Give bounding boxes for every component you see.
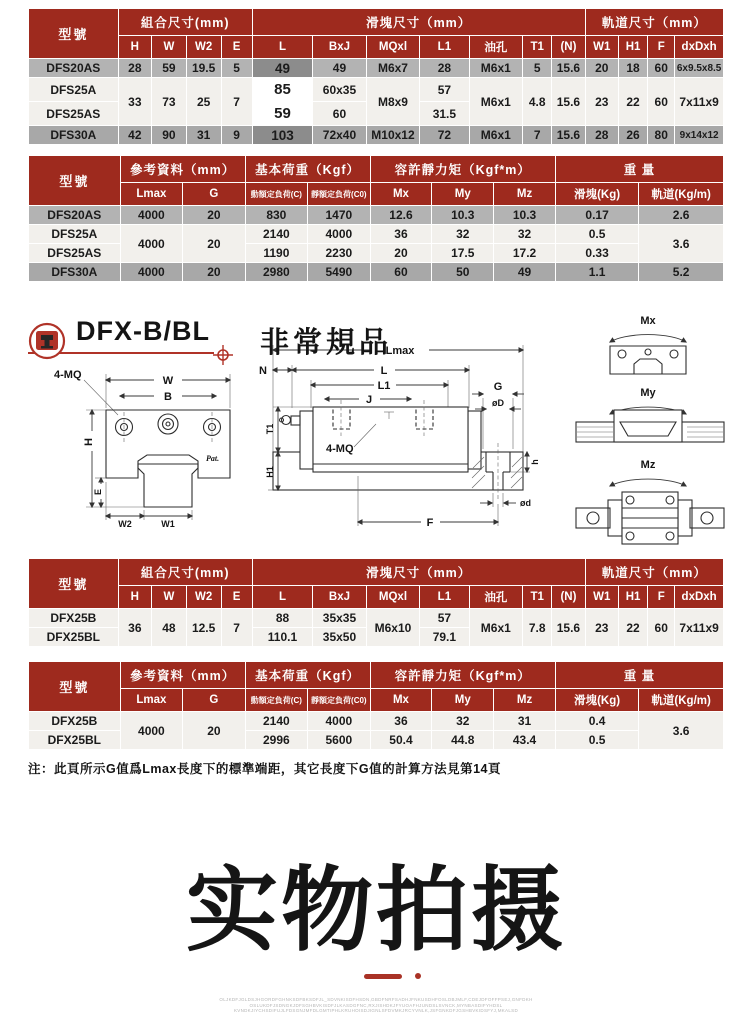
table-cell: 79.1 (420, 628, 469, 647)
table-cell: M6x1 (469, 609, 523, 647)
moment-mz-drawing (576, 459, 724, 544)
title-accent (44, 973, 740, 979)
table-cell: 0.17 (555, 206, 638, 225)
table-cell: 50 (432, 263, 494, 282)
group-header: 容許靜力矩（Kgf*m） (370, 662, 555, 689)
dim-label-h2: h (530, 459, 540, 465)
rail-block-icon (28, 322, 66, 360)
group-header: 滑塊尺寸（mm） (252, 9, 585, 36)
table-cell: 60 (648, 78, 675, 126)
table-cell: 5 (523, 59, 552, 78)
table-cell: 60 (313, 102, 367, 126)
table-cell: 3.6 (639, 225, 724, 263)
column-header: 滑塊(Kg) (555, 689, 638, 712)
table-cell: 73 (152, 78, 187, 126)
table-cell: 5.2 (639, 263, 724, 282)
table-cell: M8x9 (366, 78, 420, 126)
column-header: H (118, 36, 151, 59)
table-cell: 31 (494, 712, 556, 731)
table-cell: M6x1 (469, 59, 523, 78)
dfx_load-grid (28, 661, 724, 750)
table-cell: 72 (420, 126, 469, 145)
column-header: W (152, 36, 187, 59)
table-cell: 60 (370, 263, 432, 282)
dim-label-n: N (259, 365, 267, 377)
table-cell: 49 (313, 59, 367, 78)
column-header: (N) (552, 586, 585, 609)
table-cell: 6x9.5x8.5 (675, 59, 724, 78)
table-cell: 23 (585, 78, 618, 126)
table-cell: 32 (432, 712, 494, 731)
table-cell: 32 (494, 225, 556, 244)
column-header: dxDxh (675, 586, 724, 609)
table-cell: 9 (221, 126, 252, 145)
dim-label-t1: T1 (265, 423, 275, 435)
table-cell: 0.4 (555, 712, 638, 731)
table-cell: 4000 (120, 712, 182, 750)
table-row (29, 225, 724, 244)
table-cell: M6x7 (366, 59, 420, 78)
table-cell: 28 (118, 59, 151, 78)
front-view-drawing (54, 369, 230, 529)
group-header: 參考資料（mm） (120, 156, 245, 183)
column-header: L (252, 586, 312, 609)
table-cell: 22 (618, 609, 647, 647)
column-header: E (221, 36, 252, 59)
table-cell: 42 (118, 126, 151, 145)
group-header: 基本荷重（Kgf） (245, 662, 370, 689)
column-header: W1 (585, 36, 618, 59)
table-cell: 2140 (245, 225, 307, 244)
column-header: 動額定負荷(C) (245, 689, 307, 712)
group-header: 基本荷重（Kgf） (245, 156, 370, 183)
group-header: 組合尺寸(mm) (118, 9, 252, 36)
column-header: BxJ (313, 36, 367, 59)
table-cell: 15.6 (552, 126, 585, 145)
table-cell: 7 (523, 126, 552, 145)
table-cell: 5600 (308, 731, 370, 750)
table-cell: 10.3 (494, 206, 556, 225)
table-cell: 28 (585, 126, 618, 145)
table-cell: 25 (186, 78, 221, 126)
table-cell: 2980 (245, 263, 307, 282)
table-cell: M10x12 (366, 126, 420, 145)
photo-section-header (28, 860, 724, 979)
column-header: H1 (618, 586, 647, 609)
table-row (29, 609, 724, 628)
column-header: Lmax (120, 183, 182, 206)
table-cell: 28 (420, 59, 469, 78)
table-cell: 60 (648, 609, 675, 647)
table-cell: 5490 (308, 263, 370, 282)
table-cell: 18 (618, 59, 647, 78)
column-header: L1 (420, 36, 469, 59)
table-cell: 0.33 (555, 244, 638, 263)
table-cell: 0.5 (555, 731, 638, 750)
footnote: 注：此頁所示G值爲Lmax長度下的標準端距，其它長度下G值的計算方法見第14頁 (28, 762, 502, 776)
table-cell: 15.6 (552, 59, 585, 78)
dim-label-w2: W2 (118, 519, 132, 529)
table-cell: 85 (252, 78, 312, 102)
column-header: W1 (585, 586, 618, 609)
table-cell: 12.5 (186, 609, 221, 647)
table-cell: 4000 (120, 206, 182, 225)
column-header-model: 型號 (29, 9, 119, 59)
model-name: DFS25AS (29, 102, 119, 126)
group-header: 組合尺寸(mm) (118, 559, 252, 586)
model-name: DFS25A (29, 78, 119, 102)
table-cell: 20 (585, 59, 618, 78)
group-header: 重 量 (555, 156, 723, 183)
table-row (29, 712, 724, 731)
model-name: DFS20AS (29, 59, 119, 78)
crosshair-target-icon (212, 344, 234, 371)
dim-label-j: J (365, 394, 373, 406)
dfx_dim-grid (28, 558, 724, 647)
column-header: Lmax (120, 689, 182, 712)
column-header: Mz (494, 689, 556, 712)
table-cell: 23 (585, 609, 618, 647)
watermark-line: KVNDKJIYCHSDIFUJLFDSGNJMFDLGMTIPHLKRUHOISDJIGNLSFDVMKJRCYVNLK,JSFGNKDFJGSHBVKIDSFYJ,MKALSD (233, 1008, 519, 1013)
table-cell: 7x11x9 (675, 609, 724, 647)
column-header: 靜額定負荷(C0) (308, 689, 370, 712)
accent-dot (415, 973, 421, 979)
watermark-line: OSLUKDFJSDNGKJDFSGHBVKISDFJLKASDGFNC,RXJISHDKJFYUOAFHJUNDSLSVNCK,MYNBASDIFYHDSL (249, 1002, 503, 1008)
column-header: 軌道(Kg/m) (639, 183, 724, 206)
column-header: Mx (370, 689, 432, 712)
dim-label-4mq: 4-MQ (54, 369, 82, 381)
table-cell: 60 (648, 59, 675, 78)
column-header: F (648, 586, 675, 609)
table-cell: 32 (432, 225, 494, 244)
column-header: (N) (552, 36, 585, 59)
model-name: DFX25B (29, 712, 121, 731)
table-cell: 36 (118, 609, 151, 647)
column-header: W (152, 586, 187, 609)
column-header: G (183, 689, 245, 712)
dim-label-lmax: Lmax (385, 345, 415, 357)
column-header-model: 型號 (29, 662, 121, 712)
table-cell: 7 (221, 609, 252, 647)
accent-dash (364, 974, 402, 979)
model-name: DFS25A (29, 225, 121, 244)
table-cell: 35x50 (313, 628, 367, 647)
table-cell: 1.1 (555, 263, 638, 282)
column-header: W2 (186, 36, 221, 59)
table-cell: 88 (252, 609, 312, 628)
table-row (29, 263, 724, 282)
table-cell: 4000 (308, 225, 370, 244)
table-cell: 33 (118, 78, 151, 126)
dim-label-l1: L1 (377, 380, 391, 392)
table-cell: 59 (252, 102, 312, 126)
column-header: dxDxh (675, 36, 724, 59)
column-header: T1 (523, 36, 552, 59)
column-header: 動額定負荷(C) (245, 183, 307, 206)
table-row (29, 206, 724, 225)
moment-label-mx: Mx (640, 315, 656, 327)
table-cell: 50.4 (370, 731, 432, 750)
dfs-load-table (28, 155, 724, 282)
column-header: L1 (420, 586, 469, 609)
dfs_load-grid (28, 155, 724, 282)
table-cell: 4000 (120, 263, 182, 282)
table-cell: 12.6 (370, 206, 432, 225)
table-cell: 35x35 (313, 609, 367, 628)
column-header: 軌道(Kg/m) (639, 689, 724, 712)
table-cell: 20 (183, 263, 245, 282)
table-row (29, 78, 724, 102)
table-cell: 1190 (245, 244, 307, 263)
table-cell: 2.6 (639, 206, 724, 225)
table-cell: 20 (370, 244, 432, 263)
dim-label-f: F (426, 517, 434, 529)
dim-label-od: ød (520, 498, 531, 508)
table-cell: 49 (252, 59, 312, 78)
side-view-drawing (259, 345, 540, 529)
table-cell: 57 (420, 78, 469, 102)
model-name: DFS20AS (29, 206, 121, 225)
table-cell: 80 (648, 126, 675, 145)
column-header: Mz (494, 183, 556, 206)
table-cell: 15.6 (552, 78, 585, 126)
table-cell: 103 (252, 126, 312, 145)
table-cell: M6x1 (469, 78, 523, 126)
table-cell: 59 (152, 59, 187, 78)
watermark-text (28, 997, 724, 1014)
group-header: 容許靜力矩（Kgf*m） (370, 156, 555, 183)
dim-label-h1: H1 (265, 466, 275, 478)
table-cell: 17.2 (494, 244, 556, 263)
table-cell: 7 (221, 78, 252, 126)
table-cell: 57 (420, 609, 469, 628)
dim-label-oD: øD (492, 398, 504, 408)
patent-label: Pat. (206, 454, 220, 463)
column-header: L (252, 36, 312, 59)
dim-label-w: W (162, 375, 174, 387)
column-header: My (432, 183, 494, 206)
table-cell: 31.5 (420, 102, 469, 126)
table-cell: M6x10 (366, 609, 420, 647)
dim-label-b: B (164, 391, 172, 403)
column-header: 滑塊(Kg) (555, 183, 638, 206)
section-subtitle: 非常規品 (259, 327, 392, 359)
group-header: 參考資料（mm） (120, 662, 245, 689)
table-cell: 19.5 (186, 59, 221, 78)
table-cell: 830 (245, 206, 307, 225)
table-cell: 49 (494, 263, 556, 282)
model-name: DFS25AS (29, 244, 121, 263)
table-cell: 22 (618, 78, 647, 126)
table-cell: 4000 (120, 225, 182, 263)
table-cell: 2996 (245, 731, 307, 750)
table-cell: 5 (221, 59, 252, 78)
column-header: H (118, 586, 151, 609)
table-cell: 3.6 (639, 712, 724, 750)
dim-label-4mq-2: 4-MQ (326, 443, 354, 455)
moment-label-mz: Mz (640, 459, 656, 471)
column-header-model: 型號 (29, 559, 119, 609)
table-row (29, 126, 724, 145)
group-header: 軌道尺寸（mm） (585, 9, 723, 36)
column-header: Mx (370, 183, 432, 206)
dfs-dimensions-table (28, 8, 724, 145)
model-name: DFX25BL (29, 731, 121, 750)
column-header: W2 (186, 586, 221, 609)
dim-label-h: H (83, 438, 95, 446)
table-cell: 20 (183, 206, 245, 225)
dim-label-g: G (493, 381, 503, 393)
model-name: DFX25B (29, 609, 119, 628)
column-header: E (221, 586, 252, 609)
table-cell: 7x11x9 (675, 78, 724, 126)
table-cell: 36 (370, 712, 432, 731)
group-header: 軌道尺寸（mm） (585, 559, 723, 586)
section-header (28, 316, 392, 361)
dfx-diagram-section (28, 312, 724, 548)
column-header: F (648, 36, 675, 59)
dim-label-w1: W1 (161, 519, 175, 529)
table-cell: 44.8 (432, 731, 494, 750)
table-cell: 72x40 (313, 126, 367, 145)
table-cell: 110.1 (252, 628, 312, 647)
column-header: G (183, 183, 245, 206)
section-title: DFX-B/BL (76, 316, 210, 346)
moment-label-my: My (640, 387, 656, 399)
moment-mx-drawing (610, 315, 686, 374)
watermark-line: OLJKDFJGLDSJHGORDFGHNKSDFBKSDFJL_SDVNKISDFHSDN,GBDFNRFSADHJFNKUSDHFOSLDBJMLF,CDEJDFOFFPSEJ,GNFDKH (219, 997, 533, 1002)
table-cell: 60x35 (313, 78, 367, 102)
column-header: H1 (618, 36, 647, 59)
section-title-rule (28, 316, 214, 354)
table-cell: 10.3 (432, 206, 494, 225)
model-name: DFX25BL (29, 628, 119, 647)
table-cell: 26 (618, 126, 647, 145)
model-name: DFS30A (29, 126, 119, 145)
group-header: 滑塊尺寸（mm） (252, 559, 585, 586)
dfx-load-table (28, 661, 724, 750)
column-header: BxJ (313, 586, 367, 609)
table-cell: 9x14x12 (675, 126, 724, 145)
table-cell: 2140 (245, 712, 307, 731)
column-header: 油孔 (469, 586, 523, 609)
column-header: T1 (523, 586, 552, 609)
moment-my-drawing (576, 387, 724, 442)
table-cell: M6x1 (469, 126, 523, 145)
table-cell: 1470 (308, 206, 370, 225)
dfs_dim-grid (28, 8, 724, 145)
table-cell: 4.8 (523, 78, 552, 126)
column-header: MQxl (366, 586, 420, 609)
table-cell: 7.8 (523, 609, 552, 647)
model-name: DFS30A (29, 263, 121, 282)
table-cell: 90 (152, 126, 187, 145)
dfx-dimensions-table (28, 558, 724, 647)
table-cell: 0.5 (555, 225, 638, 244)
dim-label-l: L (380, 365, 388, 377)
column-header: MQxl (366, 36, 420, 59)
column-header: 靜額定負荷(C0) (308, 183, 370, 206)
table-cell: 17.5 (432, 244, 494, 263)
table-cell: 20 (183, 225, 245, 263)
table-cell: 20 (183, 712, 245, 750)
dim-label-e: E (93, 488, 103, 496)
photo-section-title: 实物拍摄 (185, 860, 566, 962)
table-cell: 31 (186, 126, 221, 145)
table-cell: 43.4 (494, 731, 556, 750)
column-header: My (432, 689, 494, 712)
group-header: 重 量 (555, 662, 723, 689)
column-header: 油孔 (469, 36, 523, 59)
column-header-model: 型號 (29, 156, 121, 206)
table-cell: 48 (152, 609, 187, 647)
table-cell: 36 (370, 225, 432, 244)
table-cell: 2230 (308, 244, 370, 263)
table-cell: 15.6 (552, 609, 585, 647)
table-cell: 4000 (308, 712, 370, 731)
table-row (29, 59, 724, 78)
